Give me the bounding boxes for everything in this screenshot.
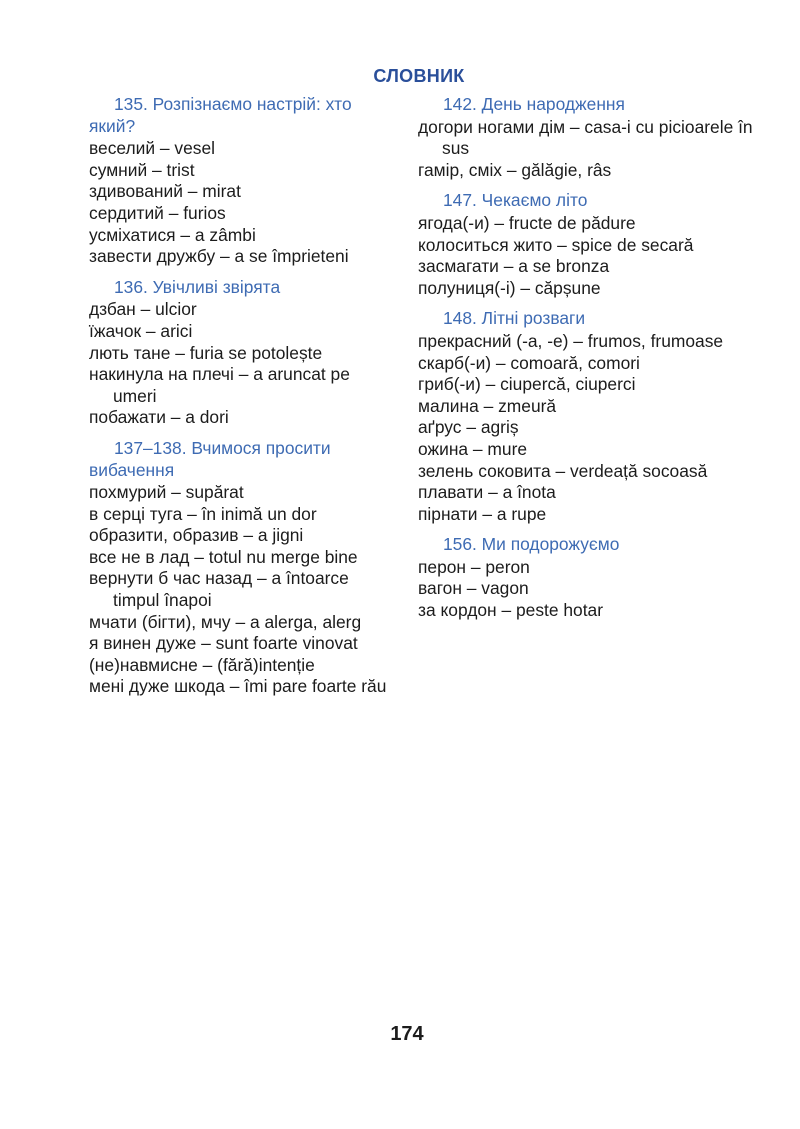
vocab-entry: малина – zmeură [418, 395, 557, 416]
vocab-entry: похмурий – supărat [89, 482, 244, 503]
vocab-entry: все не в лад – totul nu merge bine [89, 546, 358, 567]
vocab-entry: колоситься жито – spice de secară [418, 234, 694, 255]
vocab-entry: здивований – mirat [89, 181, 241, 202]
vocab-entry: вагон – vagon [418, 578, 529, 599]
section-142 [418, 94, 758, 181]
right-column [418, 94, 758, 631]
page-title: СЛОВНИК [373, 66, 465, 86]
vocab-entry: засмагати – a se bronza [418, 256, 610, 277]
vocab-entry: я винен дуже – sunt foarte vinovat [89, 633, 358, 654]
vocab-entry: лють тане – furia se potolește [89, 342, 323, 363]
vocab-entry: гриб(-и) – ciupercă, ciuperci [418, 374, 636, 395]
vocab-entry: пірнати – a rupe [418, 503, 547, 524]
vocab-entry: сумний – trist [89, 159, 195, 180]
section-156 [418, 534, 758, 621]
section-147 [418, 190, 758, 299]
vocab-entry: за кордон – peste hotar [418, 600, 603, 621]
section-heading: 137–138. Вчимося просити вибачення [89, 437, 331, 480]
vocab-entry: образити, образив – a jigni [89, 525, 304, 546]
page-number: 174 [390, 1023, 424, 1045]
vocab-entry: скарб(-и) – comoară, comori [418, 352, 640, 373]
vocab-entry: веселий – vesel [89, 138, 216, 159]
vocab-entry: полуниця(-і) – căpșune [418, 277, 601, 298]
vocab-entry: завести дружбу – a se împrieteni [89, 246, 349, 267]
vocab-entry: зелень соковита – verdeață socoasă [418, 460, 708, 481]
vocab-entry: вернути б час назад – a întoarce timpul înapoi [89, 568, 349, 611]
vocab-entry: гамір, сміх – gălăgie, râs [418, 159, 612, 180]
vocab-entry: ожина – mure [418, 438, 528, 459]
vocab-entry: дзбан – ulcior [89, 299, 197, 320]
section-heading: 156. Ми подорожуємо [443, 534, 620, 555]
section-137-138 [89, 438, 389, 698]
section-135 [89, 94, 389, 268]
vocab-entry: догори ногами дім – casa-i cu picioarele în sus [418, 116, 753, 159]
vocab-entry: усміхатися – a zâmbi [89, 224, 256, 245]
left-column [89, 94, 389, 707]
vocab-entry: прекрасний (-а, -е) – frumos, frumoase [418, 330, 724, 351]
vocab-entry: мчати (бігти), мчу – a alerga, alerg [89, 611, 362, 632]
section-heading: 135. Розпізнаємо настрій: хто який? [89, 94, 352, 136]
vocab-entry: аґрус – agriș [418, 417, 519, 438]
section-heading: 147. Чекаємо літо [443, 190, 588, 211]
vocab-entry: ягода(-и) – fructe de pădure [418, 212, 636, 233]
vocab-entry: накинула на плечі – a aruncat pe umeri [89, 364, 350, 406]
vocab-entry: перон – peron [418, 556, 530, 577]
vocab-entry: в серці туга – în inimă un dor [89, 503, 317, 524]
section-heading: 142. День народження [443, 94, 625, 114]
vocab-entry: плавати – a înota [418, 482, 556, 503]
section-148 [418, 308, 758, 525]
vocab-entry: їжачок – arici [89, 320, 193, 341]
vocab-entry: (не)навмисне – (fără)intenție [89, 654, 315, 675]
vocab-entry: побажати – a dori [89, 407, 229, 428]
section-heading: 148. Літні розваги [443, 308, 586, 329]
vocab-entry: сердитий – furios [89, 202, 226, 223]
section-136 [89, 277, 389, 429]
vocab-entry: мені дуже шкода – îmi pare foarte rău [89, 676, 387, 697]
section-heading: 136. Увічливі звірята [114, 276, 281, 297]
